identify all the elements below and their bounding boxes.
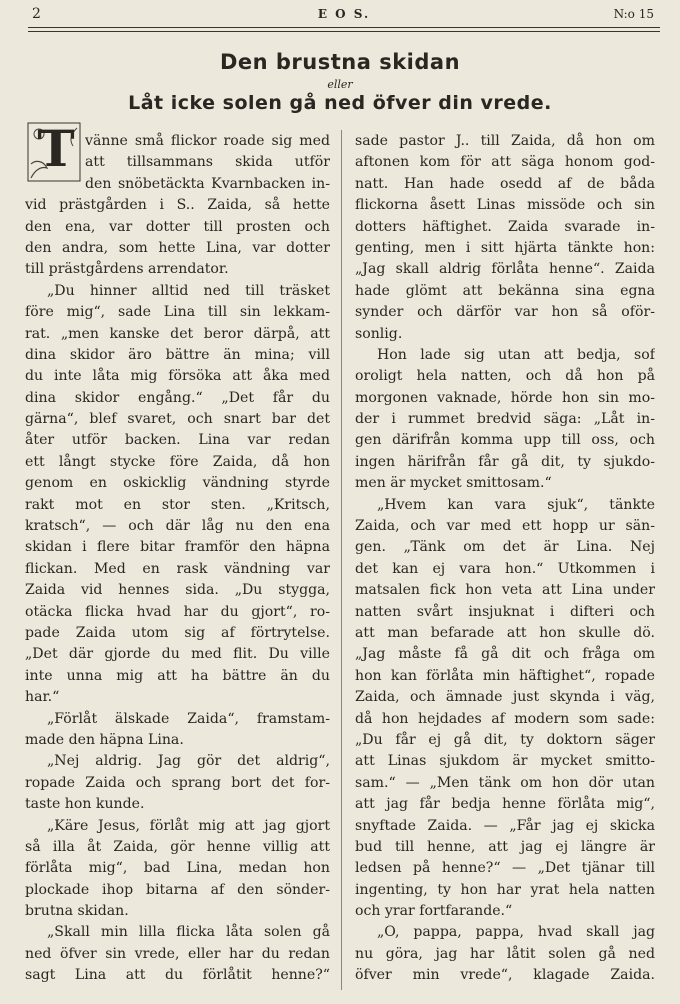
text-line: flickorna åsett Linas missöde och sin [355, 197, 655, 214]
right-text-column [355, 131, 655, 987]
text-line: Zaida, och var med ett hopp ur sän- [355, 518, 655, 535]
text-line: gen därifrån komma upp till oss, och [355, 432, 655, 449]
text-line: inte unna mig att ha bättre än du [25, 667, 330, 684]
text-line: Hon lade sig utan att bedja, sof [377, 346, 655, 363]
header-rule [28, 27, 660, 28]
text-line: dina skidor äro bättre än mina; vill [25, 346, 330, 363]
text-line: gen. „Tänk om det är Lina. Nej [355, 539, 655, 556]
text-line: att man befarade att hon skulle dö. [355, 624, 655, 641]
text-line: att tillsammans skida utför [85, 154, 330, 171]
text-line: brutna skidan. [25, 903, 129, 920]
text-line: ned öfver sin vrede, eller har du redan [25, 945, 330, 962]
text-line: aftonen kom för att säga honom god- [355, 154, 655, 171]
text-line: morgonen vaknade, hörde hon sin mo- [355, 389, 655, 406]
text-line: och yrar fortfarande.“ [355, 903, 513, 920]
text-line: otäcka flicka hvad har du gjort“, ro- [25, 603, 330, 620]
text-line: du inte låta mig försöka att åka med [25, 368, 330, 385]
text-line: matsalen fick hon veta att Lina under [355, 582, 655, 599]
text-line: natten svårt insjuknat i difteri och [355, 603, 655, 620]
left-text-column [25, 131, 330, 987]
text-line: den andra, som hette Lina, var dotter [25, 239, 330, 256]
issue-number: N:o 15 [613, 7, 654, 21]
text-line: hon kan förlåta min häftighet“, ropade [355, 667, 655, 684]
text-line: sade pastor J.. till Zaida, då hon om [355, 133, 655, 149]
text-line: „Jag skall aldrig förlåta henne“. Zaida [355, 261, 655, 278]
text-line: „Nej aldrig. Jag gör det aldrig“, [47, 753, 330, 770]
text-line: ett långt stycke före Zaida, då hon [25, 453, 330, 470]
title-conjunction: eller [327, 78, 353, 91]
page-number: 2 [32, 6, 41, 22]
text-line: „Du får ej gå dit, ty doktorn säger [355, 731, 655, 748]
text-line: „Skall min lilla flicka låta solen gå [47, 924, 330, 941]
text-line: „Förlåt älskade Zaida“, framstam- [47, 710, 330, 727]
text-line: genting, men i sitt hjärta tänkte hon: [355, 239, 655, 256]
running-header [28, 4, 660, 24]
text-line: dina skidor engång.“ „Det får du [25, 389, 330, 406]
text-line: den ena, var dotter till prosten och [25, 218, 330, 235]
text-line: plockade ihop bitarna af den sönder- [25, 881, 330, 898]
text-line: „Det där gjorde du med flit. Du ville [25, 646, 330, 663]
text-line: då hon hejdades af modern som sade: [355, 710, 655, 727]
text-line: det kan ej vara hon.“ Utkommen i [355, 560, 655, 577]
text-line: dotters häftighet. Zaida svarade in- [355, 218, 655, 235]
text-line: rakt mot en stor sten. „Kritsch, [25, 496, 330, 513]
drop-cap-letter: T [37, 120, 75, 178]
text-line: före mig“, sade Lina till sin lekkam- [25, 304, 330, 321]
text-line: nu göra, jag har låtit solen gå ned [355, 945, 655, 962]
text-line: genom en oskicklig vändning styrde [25, 475, 330, 492]
text-line: „Hvem kan vara sjuk“, tänkte [377, 496, 655, 513]
text-line: sagt Lina att du förlåtit henne?“ [25, 967, 330, 984]
text-line: „Käre Jesus, förlåt mig att jag gjort [47, 817, 330, 834]
text-line: pade Zaida utom sig af förtrytelse. [25, 624, 330, 641]
article-subtitle: Låt icke solen gå ned öfver din vrede. [128, 92, 552, 114]
journal-title: E O S. [317, 7, 371, 21]
text-line: sam.“ — „Men tänk om hon dör utan [355, 774, 655, 791]
text-line: har.“ [25, 689, 60, 706]
text-line: bud till henne, att jag ej längre är [355, 838, 655, 855]
text-line: den snöbetäckta Kvarnbacken in- [85, 175, 330, 192]
text-line: ingenting, ty hon har yrat hela natten [355, 881, 655, 898]
text-line: hade glömt att bekänna sina egna [355, 282, 655, 299]
text-line: ingen härifrån får gå dit, ty sjukdo- [355, 453, 655, 470]
text-line: taste hon kunde. [25, 796, 145, 813]
text-line: Zaida vid hennes sida. „Du stygga, [25, 582, 330, 599]
text-line: åter utför backen. Lina var redan [25, 432, 330, 449]
text-line: vid prästgården i S.. Zaida, så hette [25, 197, 330, 214]
text-line: natt. Han hade osedd af de båda [355, 175, 655, 192]
text-line: sonlig. [355, 325, 403, 342]
text-line: vänne små flickor roade sig med [85, 133, 330, 149]
text-line: made den häpna Lina. [25, 731, 184, 748]
text-line: förlåta mig“, bad Lina, medan hon [25, 860, 330, 877]
text-line: „O, pappa, pappa, hvad skall jag [377, 924, 655, 941]
text-line: att jag får bedja henne förlåta mig“, [355, 796, 655, 813]
text-line: ledsen på henne?“ — „Det tjänar till [355, 860, 655, 877]
text-line: till prästgårdens arrendator. [25, 261, 229, 278]
text-line: öfver min vrede“, klagade Zaida. [355, 967, 655, 984]
text-line: rat. „men kanske det beror därpå, att [25, 325, 330, 342]
text-line: Zaida, och ämnade just skynda i väg, [355, 689, 655, 706]
text-line: synder och därför var hon så oför- [355, 304, 655, 321]
text-line: oroligt hela natten, och då hon på [355, 368, 655, 385]
text-line: „Jag måste få gå dit och fråga om [355, 646, 655, 663]
text-line: men är mycket smittosam.“ [355, 475, 552, 492]
text-line: der i rummet bredvid säga: „Låt in- [355, 411, 655, 428]
text-line: „Du hinner alltid ned till träsket [47, 282, 330, 299]
text-line: så illa åt Zaida, gör henne villig att [25, 838, 330, 855]
article-title: Den brustna skidan [219, 50, 461, 74]
text-line: skidan i flere bitar framför den häpna [25, 539, 330, 556]
text-line: ropade Zaida och sprang bort det for- [25, 774, 330, 791]
column-divider [341, 130, 342, 990]
text-line: gärna“, blef svaret, och snart bar det [25, 411, 330, 428]
text-line: flickan. Med en rask vändning var [25, 560, 330, 577]
text-line: kratsch“, — och där låg nu den ena [25, 518, 330, 535]
text-line: att Linas sjukdom är mycket smitto- [355, 753, 655, 770]
header-rule-thin [28, 31, 660, 32]
text-line: snyftade Zaida. — „Får jag ej skicka [355, 817, 655, 834]
